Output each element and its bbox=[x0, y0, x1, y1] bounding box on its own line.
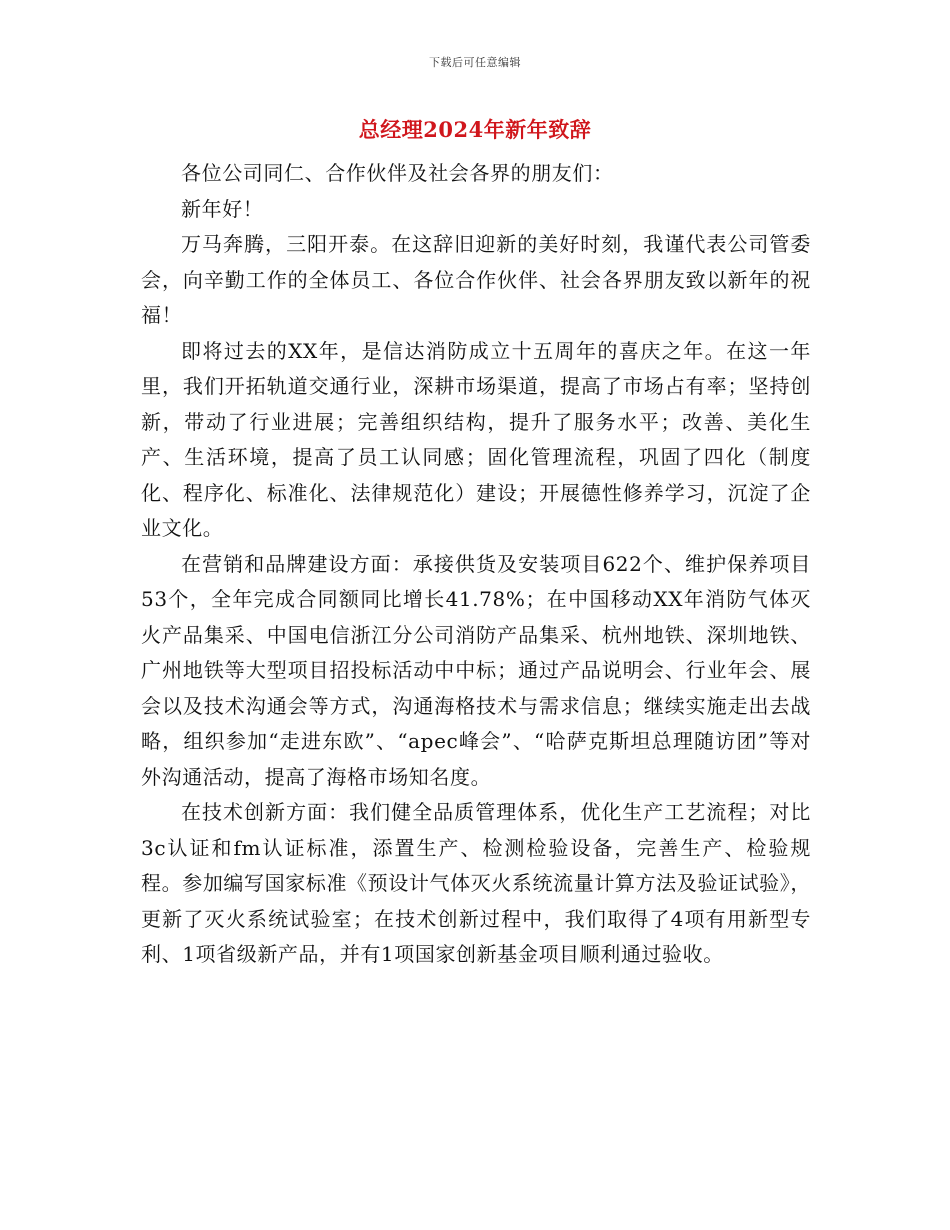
paragraph-marketing: 在营销和品牌建设方面：承接供货及安装项目622个、维护保养项目53个，全年完成合同额同比增长41.78%；在中国移动XX年消防气体灭火产品集采、中国电信浙江分公司消防产品集采、杭州地铁、深圳地铁、广州地铁等大型项目招投标活动中中标；通过产品说明会、行业年会、展会以及技术沟通会等方式，沟通海格技术与需求信息；继续实施走出去战略，组织参加“走进东欧”、“apec峰会”、“哈萨克斯坦总理随访团”等对外沟通活动，提高了海格市场知名度。 bbox=[141, 551, 811, 789]
document-body bbox=[141, 156, 811, 973]
document-title: 总经理2024年新年致辞 bbox=[358, 117, 592, 142]
paragraph-greeting: 新年好！ bbox=[181, 196, 264, 221]
paragraph-technology: 在技术创新方面：我们健全品质管理体系，优化生产工艺流程；对比3c认证和fm认证标准，添置生产、检测检验设备，完善生产、检验规程。参加编写国家标准《预设计气体灭火系统流量计算方法及验证试验》，更新了灭火系统试验室；在技术创新过程中，我们取得了4项有用新型专利、1项省级新产品，并有1项国家创新基金项目顺利通过验收。 bbox=[141, 800, 811, 966]
paragraph-year-review: 即将过去的XX年，是信达消防成立十五周年的喜庆之年。在这一年里，我们开拓轨道交通行业，深耕市场渠道，提高了市场占有率；坚持创新，带动了行业进展；完善组织结构，提升了服务水平；改善、美化生产、生活环境，提高了员工认同感；固化管理流程，巩固了四化（制度化、程序化、标准化、法律规范化）建设；开展德性修养学习，沉淀了企业文化。 bbox=[141, 338, 811, 540]
page-header-note: 下载后可任意编辑 bbox=[429, 56, 521, 69]
paragraph-wishes: 万马奔腾，三阳开泰。在这辞旧迎新的美好时刻，我谨代表公司管委会，向辛勤工作的全体员工、各位合作伙伴、社会各界朋友致以新年的祝福！ bbox=[141, 232, 811, 327]
paragraph-salutation: 各位公司同仁、合作伙伴及社会各界的朋友们： bbox=[181, 161, 614, 185]
